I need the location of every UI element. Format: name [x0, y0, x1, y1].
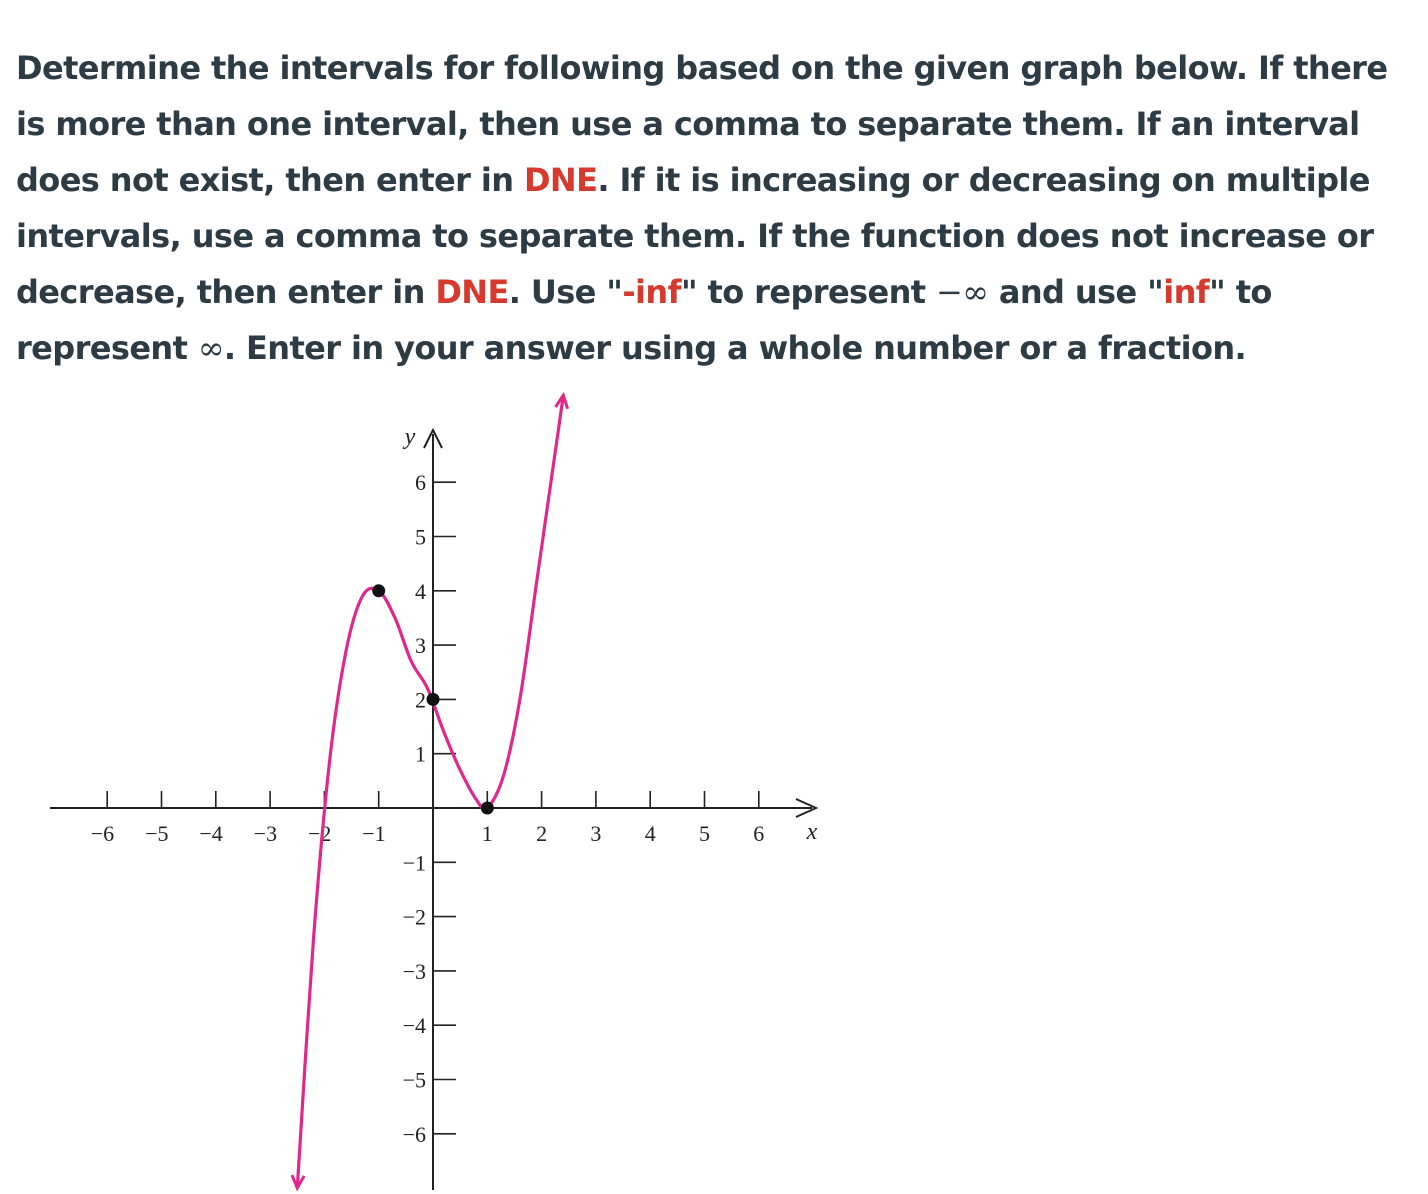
y-tick-label: −6: [402, 1121, 426, 1147]
inf-keyword: inf: [1163, 273, 1210, 311]
y-tick-label: 5: [415, 524, 426, 550]
y-tick-label: −5: [402, 1067, 426, 1093]
x-tick-label: 4: [644, 821, 656, 846]
x-tick-label: −4: [199, 821, 223, 846]
infinity-symbol: ∞: [197, 329, 224, 367]
graph-point: [427, 693, 440, 706]
x-tick-label: 2: [536, 821, 548, 846]
y-tick-label: 3: [415, 633, 426, 659]
neg-inf-keyword: -inf: [622, 273, 681, 311]
x-tick-label: −1: [362, 821, 386, 846]
graph-point: [481, 802, 494, 815]
y-axis-label: y: [404, 424, 416, 450]
x-tick-label: 5: [699, 821, 710, 846]
neg-infinity-symbol: −∞: [936, 273, 989, 311]
y-tick-label: −1: [402, 850, 426, 876]
y-tick-label: 4: [415, 578, 426, 604]
x-axis-label: x: [806, 819, 818, 845]
x-tick-label: 1: [481, 821, 493, 846]
x-tick-label: −6: [90, 821, 115, 846]
y-tick-label: 6: [415, 470, 426, 496]
dne-keyword: DNE: [523, 161, 598, 199]
question-text: Determine the intervals for following based on the given graph below. If there is more than one interval, then use a comma to separate them. If an interval does not exist, then enter in DNE. If it is increasing or decreasing on multiple intervals, use a comma to separate them. If the function does not increase or decrease, then enter in DNE. Use "-inf" to represent −∞ and use "inf" to represent ∞. Enter in your answer using a whole number or a fraction.: [16, 49, 1388, 367]
y-tick-label: 1: [415, 741, 426, 767]
y-tick-label: 2: [415, 687, 426, 713]
x-tick-label: 6: [753, 821, 765, 846]
x-tick-label: −3: [253, 821, 278, 846]
x-tick-label: 3: [590, 821, 602, 846]
graph-point: [372, 584, 385, 597]
function-curve: [297, 395, 563, 1188]
y-tick-label: −4: [402, 1013, 426, 1039]
dne-keyword: DNE: [435, 273, 509, 311]
y-tick-label: −3: [402, 958, 426, 984]
x-tick-label: −5: [145, 821, 169, 846]
x-tick-label: −2: [307, 821, 332, 846]
y-tick-label: −2: [402, 904, 426, 930]
